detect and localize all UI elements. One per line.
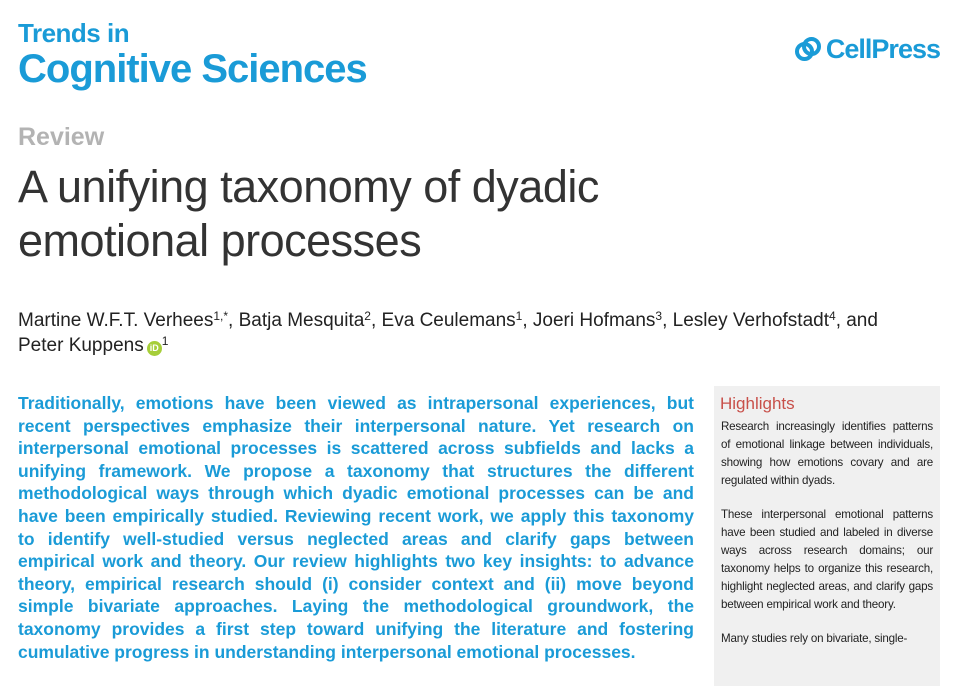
- author[interactable]: Eva Ceulemans$^1$: [381, 309, 523, 331]
- highlights-heading: Highlights: [720, 394, 795, 413]
- orcid-icon[interactable]: iD: [147, 341, 162, 356]
- journal-name-line2: Cognitive Sciences: [18, 47, 367, 91]
- author[interactable]: Peter Kuppens iD $^1$: [18, 334, 169, 356]
- highlights-box: [714, 386, 940, 686]
- article-title-line2: emotional processes: [18, 215, 422, 266]
- highlight-item: These interpersonal emotional patterns have been studied and labeled in diverse ways across research domains; our taxonomy helps to organize this research, highlight neglected areas, and clarify gaps between empirical work and theory.: [721, 508, 933, 611]
- cellpress-logo-icon: [793, 35, 823, 65]
- publisher-name: CellPress: [825, 34, 940, 64]
- article-type: Review: [18, 123, 105, 151]
- author[interactable]: Joeri Hofmans$^3$: [532, 309, 663, 331]
- highlight-item: Many studies rely on bivariate, single-: [721, 632, 908, 645]
- publisher-logo[interactable]: [793, 34, 940, 65]
- author[interactable]: Batja Mesquita$^2$: [238, 309, 371, 331]
- journal-name-line1: Trends in: [18, 18, 130, 48]
- author[interactable]: Martine W.F.T. Verhees$^{1,*}$: [18, 309, 229, 331]
- author[interactable]: Lesley Verhofstadt$^4$: [672, 309, 836, 331]
- highlight-item: Research increasingly identifies patterns of emotional linkage between individuals, showing how emotions covary and are regulated within dyads.: [721, 420, 933, 487]
- author-list: Martine W.F.T. Verhees$^{1,*}$, Batja Mesquita$^2$, Eva Ceulemans$^1$, Joeri Hofmans$^3$, Lesley Verhofstadt$^4$, and Peter Kuppens iD $^1$: [18, 309, 878, 356]
- article-title: [18, 160, 738, 268]
- article-title-line1: A unifying taxonomy of dyadic: [18, 161, 599, 212]
- journal-name: [18, 18, 367, 90]
- abstract: Traditionally, emotions have been viewed as intrapersonal experiences, but recent perspectives emphasize their interpersonal nature. Yet research on interpersonal emotional processes is scattered across subfields and lacks a unifying framework. We propose a taxonomy that structures the different methodological ways through which dyadic emotional processes can be and have been empirically studied. Reviewing recent work, we apply this taxonomy to identify well-studied versus neglected areas and clarify gaps between empirical work and theory. Our review highlights two key insights: to advance theory, empirical research should (i) consider context and (ii) move beyond simple bivariate approaches. Laying the methodological groundwork, the taxonomy provides a first step toward unifying the literature and fostering cumulative progress in understanding interpersonal emotional processes.: [18, 393, 694, 662]
